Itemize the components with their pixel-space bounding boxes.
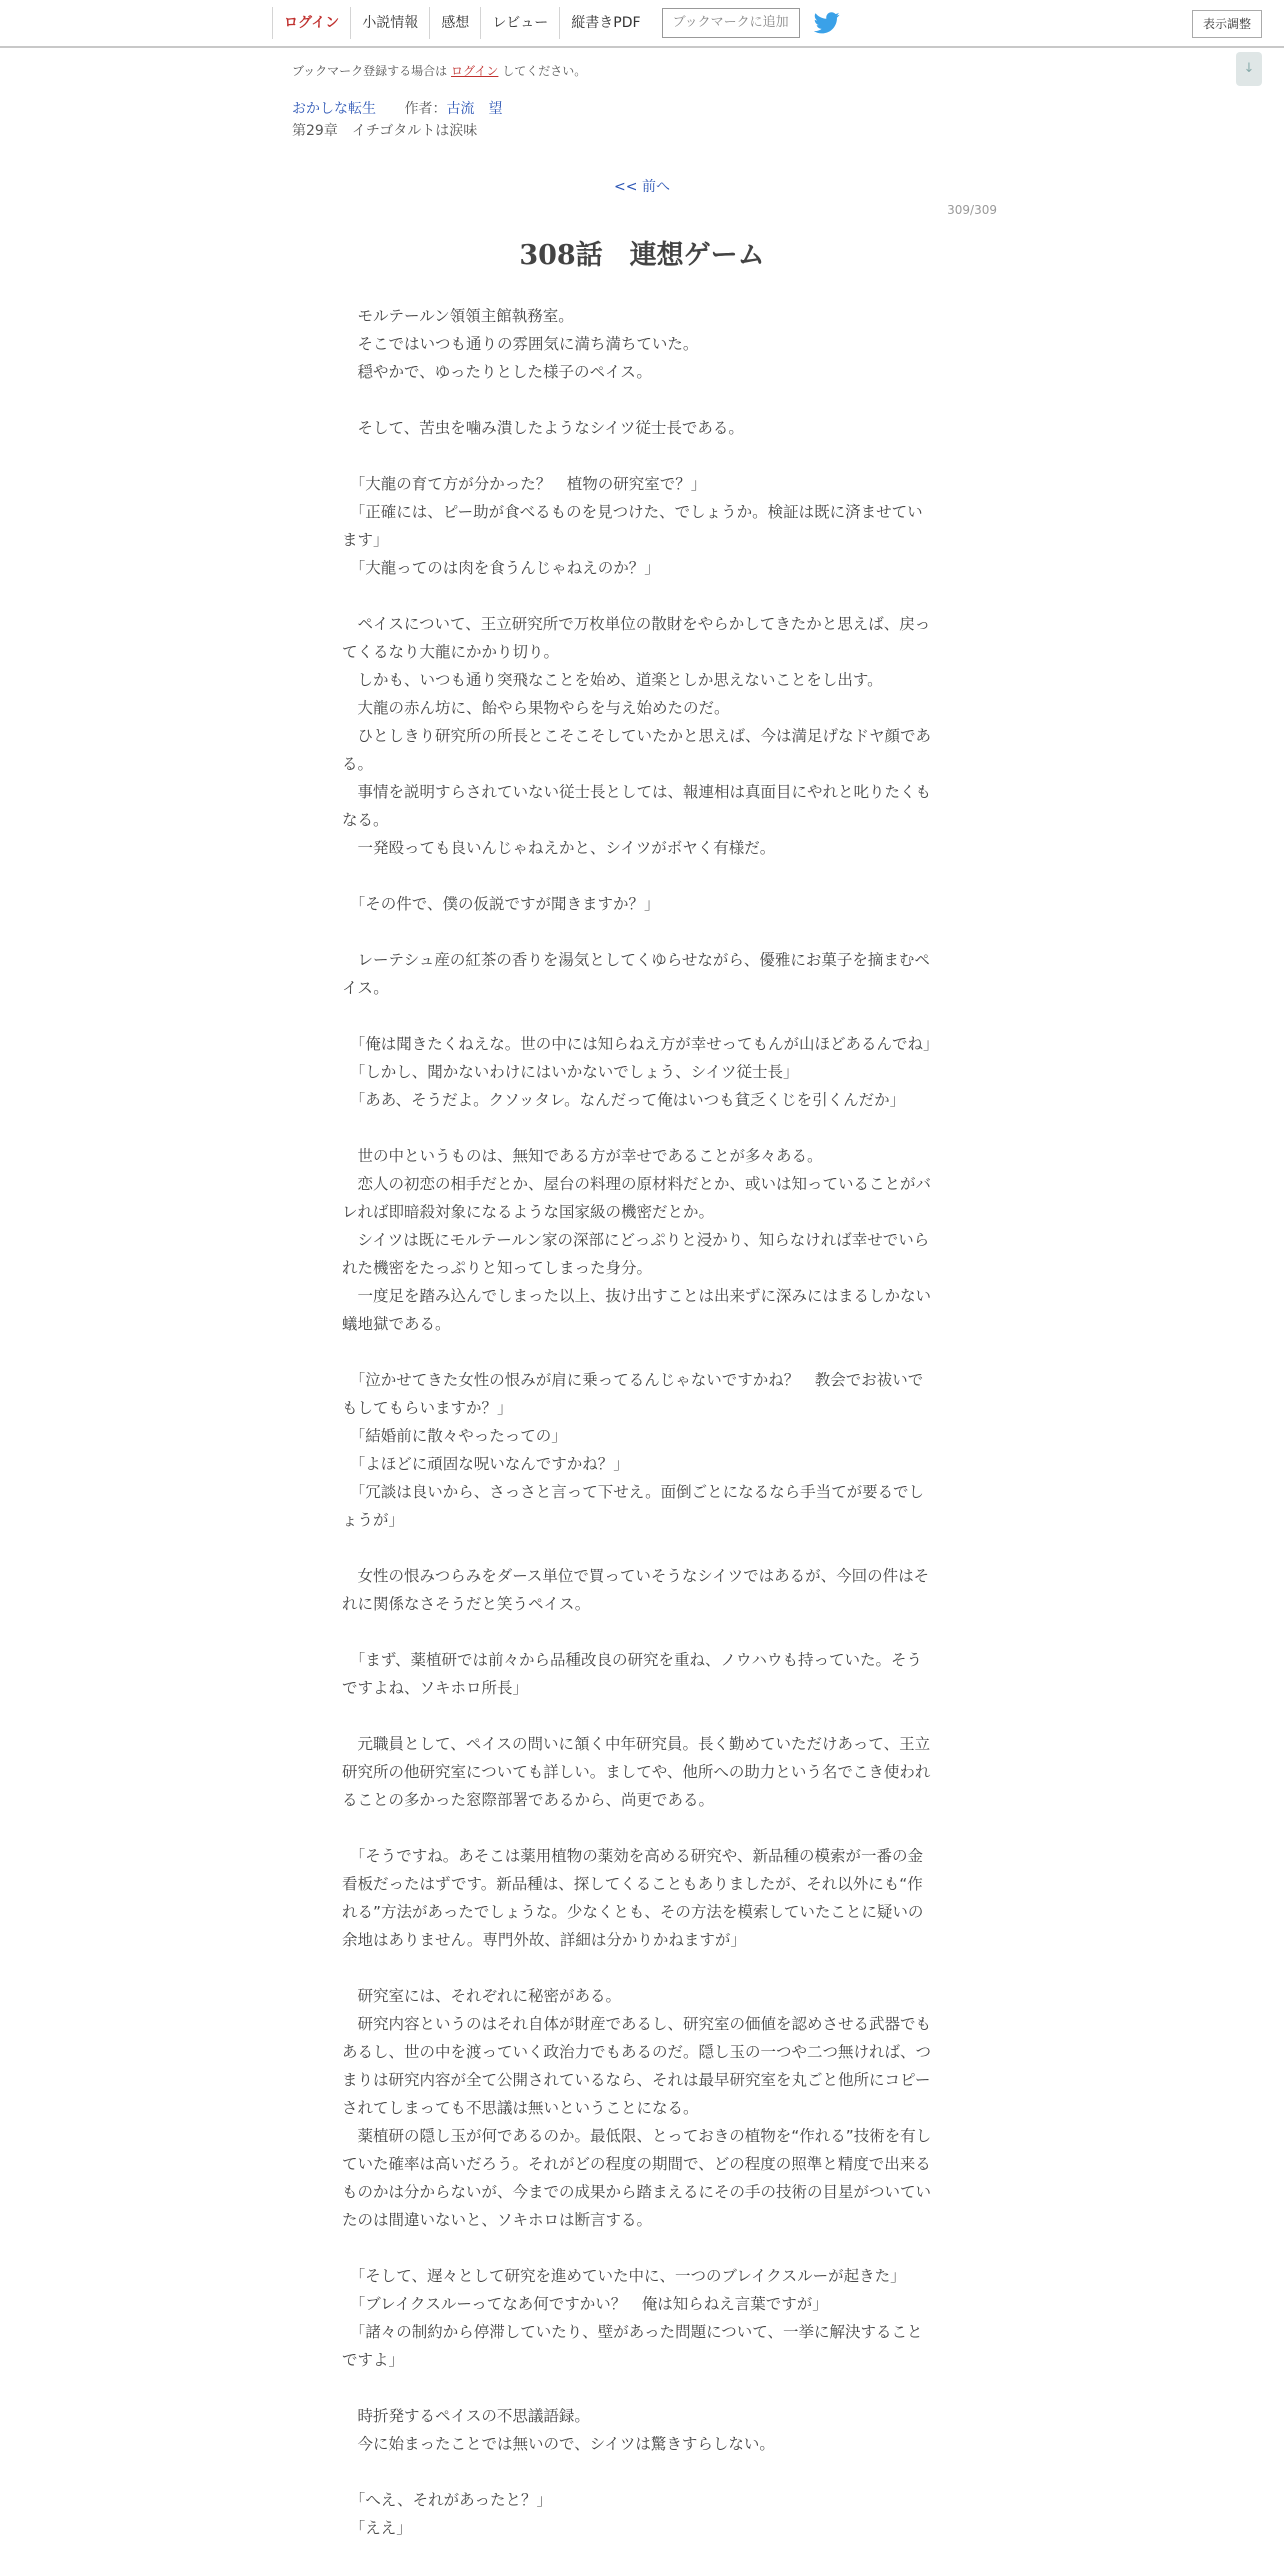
- blank-line: [342, 582, 936, 610]
- body-paragraph: 「結婚前に散々やったっての」: [342, 1427, 567, 1445]
- bookmark-login-note: [292, 62, 586, 79]
- body-paragraph: 「ああ、そうだよ。クソッタレ。なんだって俺はいつも貧乏くじを引くんだか」: [342, 1091, 906, 1109]
- blank-line: [342, 1114, 936, 1142]
- body-paragraph: 「泣かせてきた女性の恨みが肩に乗ってるんじゃないですかね？ 教会でお祓いでもしてもらいますか？」: [342, 1371, 924, 1417]
- body-paragraph: 大龍の赤ん坊に、飴やら果物やらを与え始めたのだ。: [342, 699, 730, 717]
- bookmark-login-link[interactable]: ログイン: [451, 64, 499, 78]
- body-paragraph: 「よほどに頑固な呪いなんですかね？」: [342, 1455, 629, 1473]
- body-paragraph: 恋人の初恋の相手だとか、屋台の料理の原材料だとか、或いは知っていることがバレれば即暗殺対象になるような国家級の機密だとか。: [342, 1175, 932, 1221]
- display-adjust-button[interactable]: 表示調整: [1192, 10, 1262, 38]
- impressions-link[interactable]: 感想: [429, 7, 480, 39]
- body-paragraph: 「諸々の制約から停滞していたり、壁があった問題について、一挙に解決することですよ」: [342, 2323, 923, 2369]
- author-link[interactable]: 古流 望: [446, 101, 503, 117]
- body-paragraph: 「そうですね。あそこは薬用植物の薬効を高める研究や、新品種の模索が一番の金看板だったはずです。新品種は、探してくることもありましたが、それ以外にも“作れる”方法があったでしょうな。少なくとも、その方法を模索していたことに疑いの余地はありません。専門外故、詳細は分かりかねますが」: [342, 1847, 924, 1949]
- novel-body: [342, 302, 939, 2542]
- body-paragraph: 「まず、薬植研では前々から品種改良の研究を重ね、ノウハウも持っていた。そうですよね、ソキホロ所長」: [342, 1651, 923, 1697]
- body-paragraph: 「ブレイクスルーってなあ何ですかい？ 俺は知らねえ言葉ですが」: [342, 2295, 828, 2313]
- body-paragraph: 女性の恨みつらみをダース単位で買っていそうなシイツではあるが、今回の件はそれに関係なさそうだと笑うペイス。: [342, 1567, 930, 1613]
- top-navigation-bar: [0, 0, 1284, 48]
- novel-title-link[interactable]: おかしな転生: [292, 101, 376, 117]
- blank-line: [342, 862, 936, 890]
- novel-meta: [292, 98, 502, 118]
- body-paragraph: 「俺は聞きたくねえな。世の中には知らねえ方が幸せってもんが山ほどあるんでね」: [342, 1035, 939, 1053]
- body-paragraph: ひとしきり研究所の所長とこそこそしていたかと思えば、今は満足げなドヤ顔である。: [342, 727, 932, 773]
- blank-line: [342, 1002, 936, 1030]
- body-paragraph: 研究室には、それぞれに秘密がある。: [342, 1987, 622, 2005]
- vertical-pdf-link[interactable]: 縦書きPDF: [559, 7, 651, 39]
- blank-line: [342, 1814, 936, 1842]
- body-paragraph: 「しかし、聞かないわけにはいかないでしょう、シイツ従士長」: [342, 1063, 799, 1081]
- nav-menu: [272, 0, 840, 46]
- body-paragraph: 元職員として、ペイスの問いに頷く中年研究員。長く勤めていただけあって、王立研究所の他研究室についても詳しい。ましてや、他所への助力という名でこき使われることの多かった窓際部署であるから、尚更である。: [342, 1735, 931, 1809]
- review-link[interactable]: レビュー: [480, 7, 559, 39]
- blank-line: [342, 1338, 936, 1366]
- blank-line: [342, 918, 936, 946]
- blank-line: [342, 1702, 936, 1730]
- blank-line: [342, 386, 936, 414]
- body-paragraph: 「そして、遅々として研究を進めていた中に、一つのブレイクスルーが起きた」: [342, 2267, 906, 2285]
- blank-line: [342, 2458, 936, 2486]
- body-paragraph: 今に始まったことでは無いので、シイツは驚きすらしない。: [342, 2435, 775, 2453]
- body-paragraph: 「大龍ってのは肉を食うんじゃねえのか？」: [342, 559, 660, 577]
- body-paragraph: 一度足を踏み込んでしまった以上、抜け出すことは出来ずに深みにはまるしかない蟻地獄である。: [342, 1287, 932, 1333]
- body-paragraph: 「冗談は良いから、さっさと言って下せえ。面倒ごとになるなら手当てが要るでしょうが」: [342, 1483, 925, 1529]
- body-paragraph: ペイスについて、王立研究所で万枚単位の散財をやらかしてきたかと思えば、戻ってくるなり大龍にかかり切り。: [342, 615, 931, 661]
- body-paragraph: 時折発するペイスの不思議語録。: [342, 2407, 590, 2425]
- body-paragraph: シイツは既にモルテールン家の深部にどっぷりと浸かり、知らなければ幸せでいられた機密をたっぷりと知ってしまった身分。: [342, 1231, 930, 1277]
- episode-title: 308話 連想ゲーム: [519, 240, 765, 271]
- blank-line: [342, 442, 936, 470]
- bookmark-note-suffix: してください。: [502, 64, 587, 78]
- twitter-icon[interactable]: [814, 12, 840, 34]
- body-paragraph: 「正確には、ピー助が食べるものを見つけた、でしょうか。検証は既に済ませています」: [342, 503, 923, 549]
- body-paragraph: しかも、いつも通り突飛なことを始め、道楽としか思えないことをし出す。: [342, 671, 883, 689]
- body-paragraph: 「その件で、僕の仮説ですが聞きますか？」: [342, 895, 660, 913]
- body-paragraph: レーテシュ産の紅茶の香りを湯気としてくゆらせながら、優雅にお菓子を摘まむペイス。: [342, 951, 930, 997]
- blank-line: [342, 1534, 936, 1562]
- login-link[interactable]: ログイン: [272, 7, 350, 39]
- body-paragraph: 「へえ、それがあったと？」: [342, 2491, 553, 2509]
- body-paragraph: 「ええ」: [342, 2519, 412, 2537]
- blank-line: [342, 2374, 936, 2402]
- body-paragraph: そこではいつも通りの雰囲気に満ち満ちていた。: [342, 335, 699, 353]
- bookmark-note-prefix: ブックマーク登録する場合は: [292, 64, 448, 78]
- body-paragraph: 一発殴っても良いんじゃねえかと、シイツがボヤく有様だ。: [342, 839, 776, 857]
- scroll-down-button[interactable]: ↓: [1236, 52, 1262, 86]
- page-count: 309/309: [947, 203, 997, 217]
- blank-line: [342, 1618, 936, 1646]
- previous-page-link[interactable]: << 前へ: [614, 179, 670, 195]
- blank-line: [342, 1954, 936, 1982]
- body-paragraph: 「大龍の育て方が分かった？ 植物の研究室で？」: [342, 475, 707, 493]
- body-paragraph: 事情を説明すらされていない従士長としては、報連相は真面目にやれと叱りたくもなる。: [342, 783, 932, 829]
- bookmark-add-button[interactable]: ブックマークに追加: [662, 8, 800, 38]
- body-paragraph: 世の中というものは、無知である方が幸せであることが多々ある。: [342, 1147, 823, 1165]
- novel-info-link[interactable]: 小説情報: [350, 7, 429, 39]
- body-paragraph: そして、苦虫を噛み潰したようなシイツ従士長である。: [342, 419, 744, 437]
- body-paragraph: モルテールン領領主館執務室。: [342, 307, 574, 325]
- chapter-title: 第29章 イチゴタルトは涙味: [292, 123, 478, 139]
- body-paragraph: 薬植研の隠し玉が何であるのか。最低限、とっておきの植物を“作れる”技術を有していた確率は高いだろう。それがどの程度の期間で、どの程度の照準と精度で出来るものかは分からないが、今までの成果から踏まえるにその手の技術の目星がついていたのは間違いないと、ソキホロは断言する。: [342, 2127, 932, 2229]
- author-label: 作者：: [404, 101, 447, 117]
- body-paragraph: 穏やかで、ゆったりとした様子のペイス。: [342, 363, 652, 381]
- blank-line: [342, 2234, 936, 2262]
- body-paragraph: 研究内容というのはそれ自体が財産であるし、研究室の価値を認めさせる武器でもあるし、世の中を渡っていく政治力でもあるのだ。隠し玉の一つや二つ無ければ、つまりは研究内容が全て公開されているなら、それは最早研究室を丸ごと他所にコピーされてしまっても不思議は無いということになる。: [342, 2015, 932, 2117]
